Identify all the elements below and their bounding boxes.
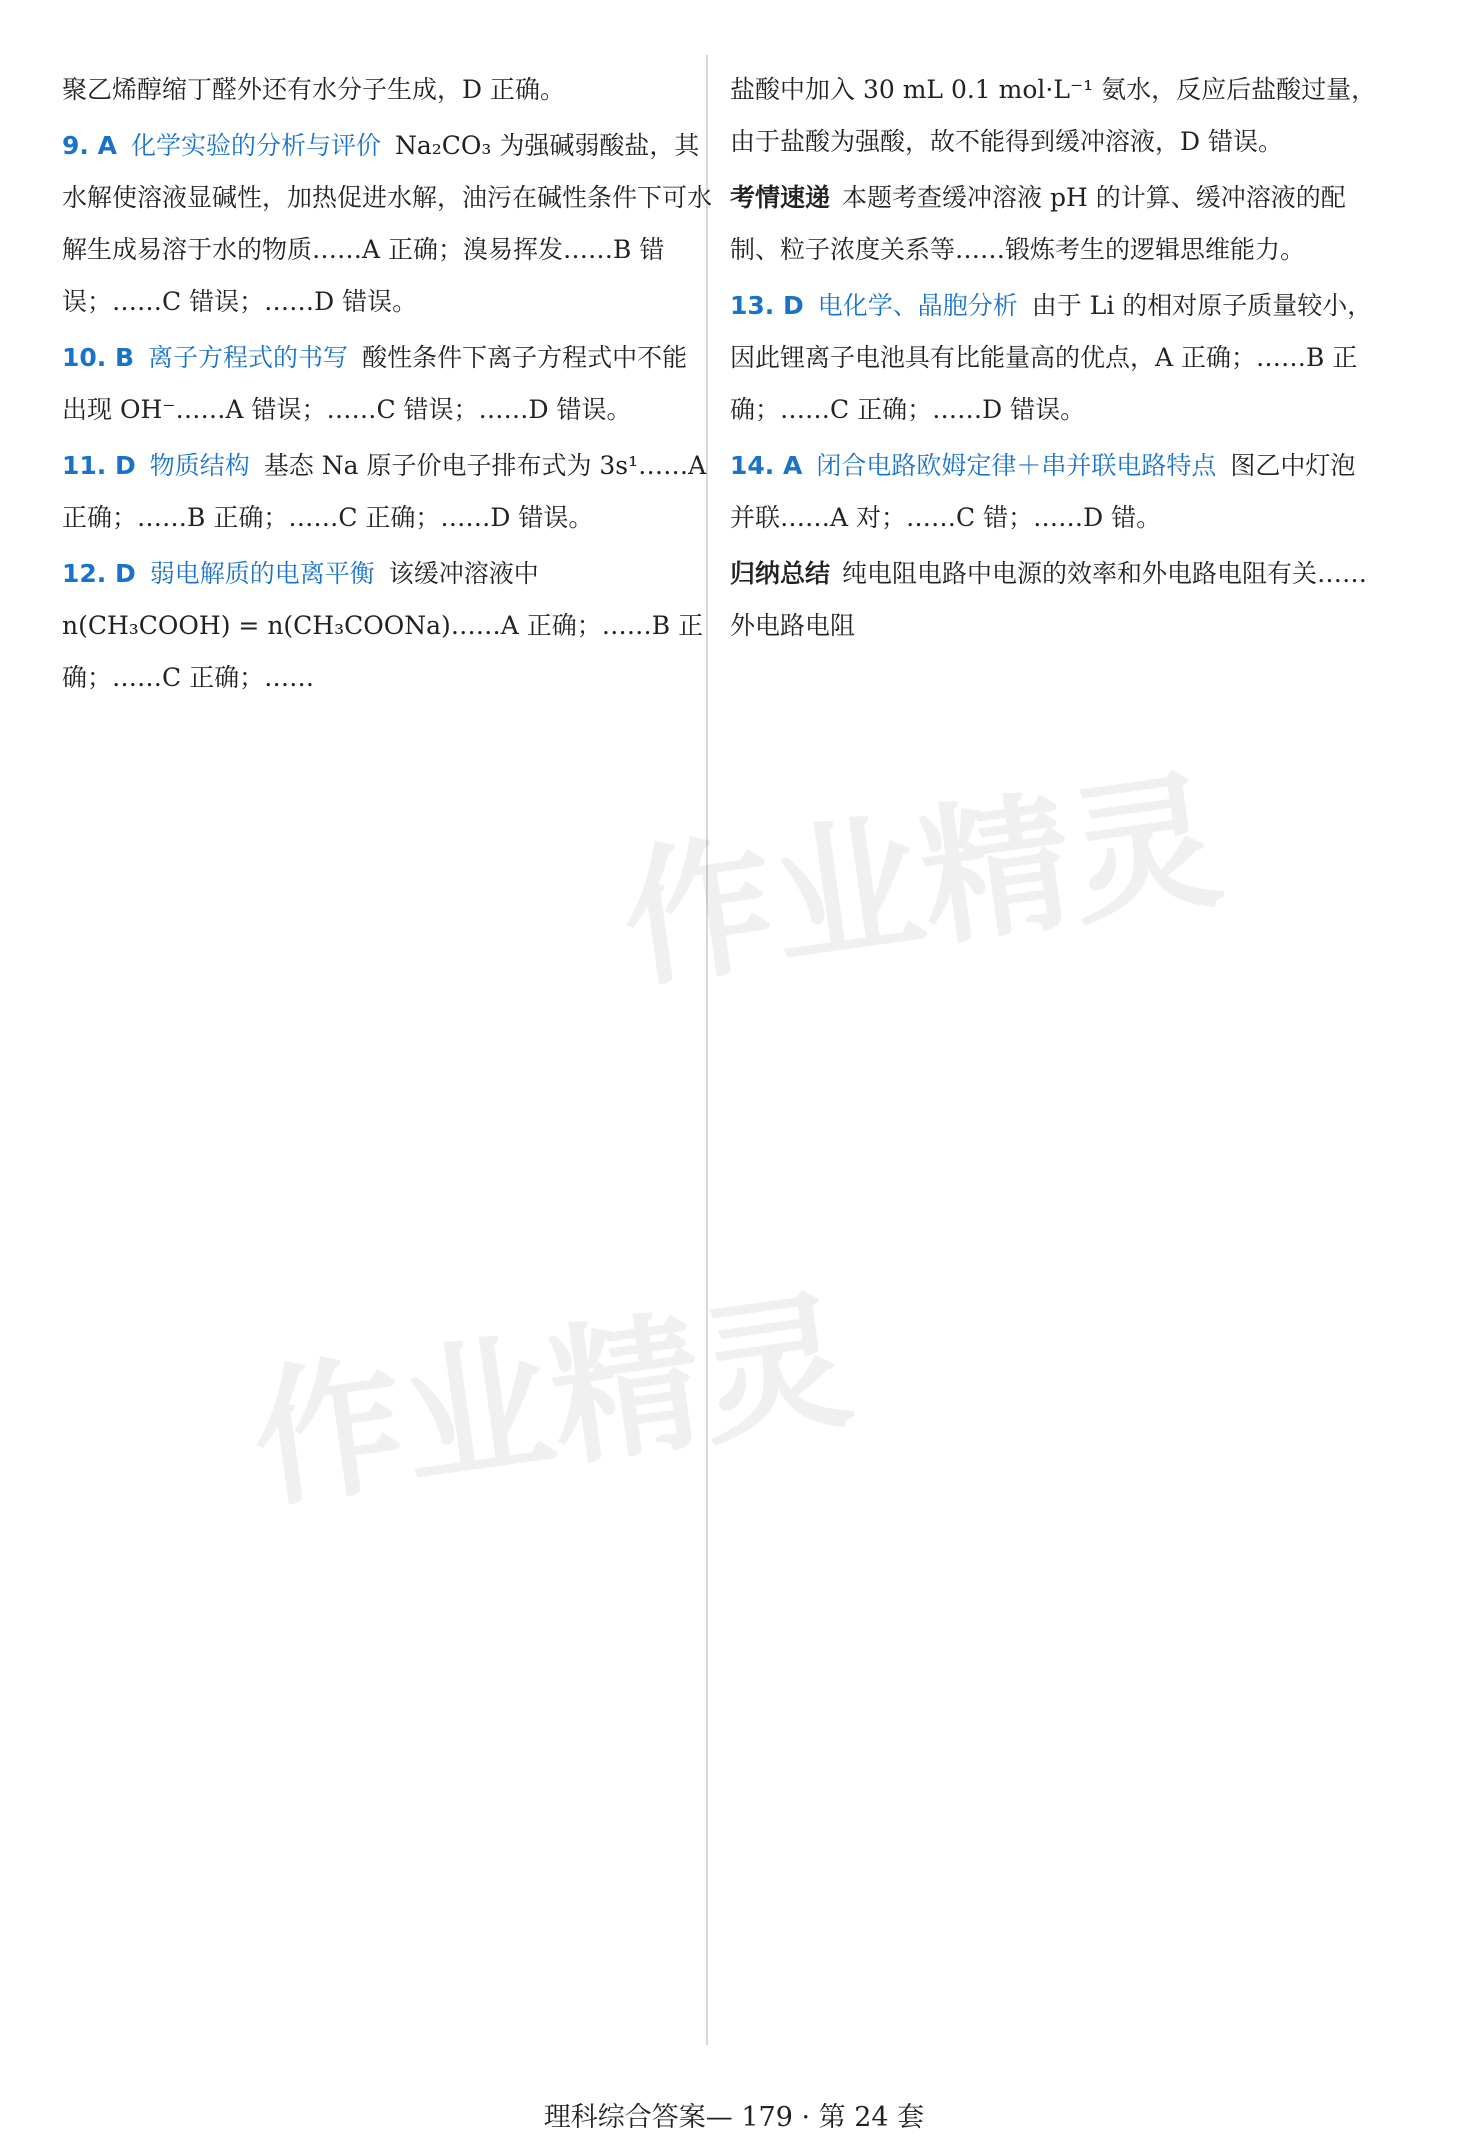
answer-text: Na₂CO₃ 为强碱弱酸盐，其水解使溶液显碱性，加热促进水解，油污在碱性条件下可水解生成易溶于水的物质……A 正确；溴易挥发……B 错误；……C 错误；……D 错误。: [62, 131, 713, 316]
watermark: 作业精灵: [612, 753, 1232, 1010]
question-topic: 弱电解质的电离平衡: [149, 559, 375, 588]
question-number: 9. A: [62, 131, 117, 160]
answer-paragraph: [62, 548, 712, 704]
answer-text: 基态 Na 原子价电子排布式为 3s¹……A 正确；……B 正确；……C 正确；……D 错误。: [62, 451, 707, 532]
answer-text: 纯电阻电路中电源的效率和外电路电阻有关……外电路电阻: [730, 559, 1368, 640]
answer-text: 由于 Li 的相对原子质量较小，因此锂离子电池具有比能量高的优点，A 正确；……B 正确；……C 正确；……D 错误。: [730, 291, 1373, 424]
answer-text: 该缓冲溶液中 n(CH₃COOH) = n(CH₃COONa)……A 正确；……B 正确；……C 正确；……: [62, 559, 704, 692]
answer-paragraph: [730, 440, 1380, 544]
left-column: [62, 60, 712, 704]
question-topic: 电化学、晶胞分析: [817, 291, 1018, 320]
question-topic: 闭合电路欧姆定律＋串并联电路特点: [816, 451, 1217, 480]
question-number: 11. D: [62, 451, 136, 480]
question-number: 12. D: [62, 559, 136, 588]
answer-text: 图乙中灯泡并联……A 对；……C 错；……D 错。: [730, 451, 1356, 532]
answer-paragraph: [62, 332, 712, 436]
answer-paragraph: [730, 548, 1380, 652]
answer-paragraph: [62, 120, 712, 328]
right-column: [730, 60, 1380, 652]
question-topic: 离子方程式的书写: [148, 343, 349, 372]
watermark: 作业精灵: [242, 1273, 862, 1530]
answer-paragraph: [62, 440, 712, 544]
answer-paragraph: [730, 280, 1380, 436]
question-topic: 物质结构: [149, 451, 250, 480]
section-tag: 归纳总结: [730, 559, 831, 588]
answer-text: 本题考查缓冲溶液 pH 的计算、缓冲溶液的配制、粒子浓度关系等……锻炼考生的逻辑思维能力。: [730, 183, 1346, 264]
answer-paragraph: [730, 172, 1380, 276]
answer-text: 聚乙烯醇缩丁醛外还有水分子生成，D 正确。: [62, 75, 565, 104]
question-topic: 化学实验的分析与评价: [130, 131, 381, 160]
answer-paragraph: [730, 64, 1380, 168]
answer-text: 盐酸中加入 30 mL 0.1 mol·L⁻¹ 氨水，反应后盐酸过量，由于盐酸为强酸，故不能得到缓冲溶液，D 错误。: [730, 75, 1377, 156]
question-number: 10. B: [62, 343, 135, 372]
answer-text: 酸性条件下离子方程式中不能出现 OH⁻……A 错误；……C 错误；……D 错误。: [62, 343, 688, 424]
answer-paragraph: [62, 64, 712, 116]
page-footer: 理科综合答案— 179 · 第 24 套: [543, 2102, 925, 2133]
section-tag: 考情速递: [730, 183, 831, 212]
question-number: 14. A: [730, 451, 803, 480]
question-number: 13. D: [730, 291, 804, 320]
